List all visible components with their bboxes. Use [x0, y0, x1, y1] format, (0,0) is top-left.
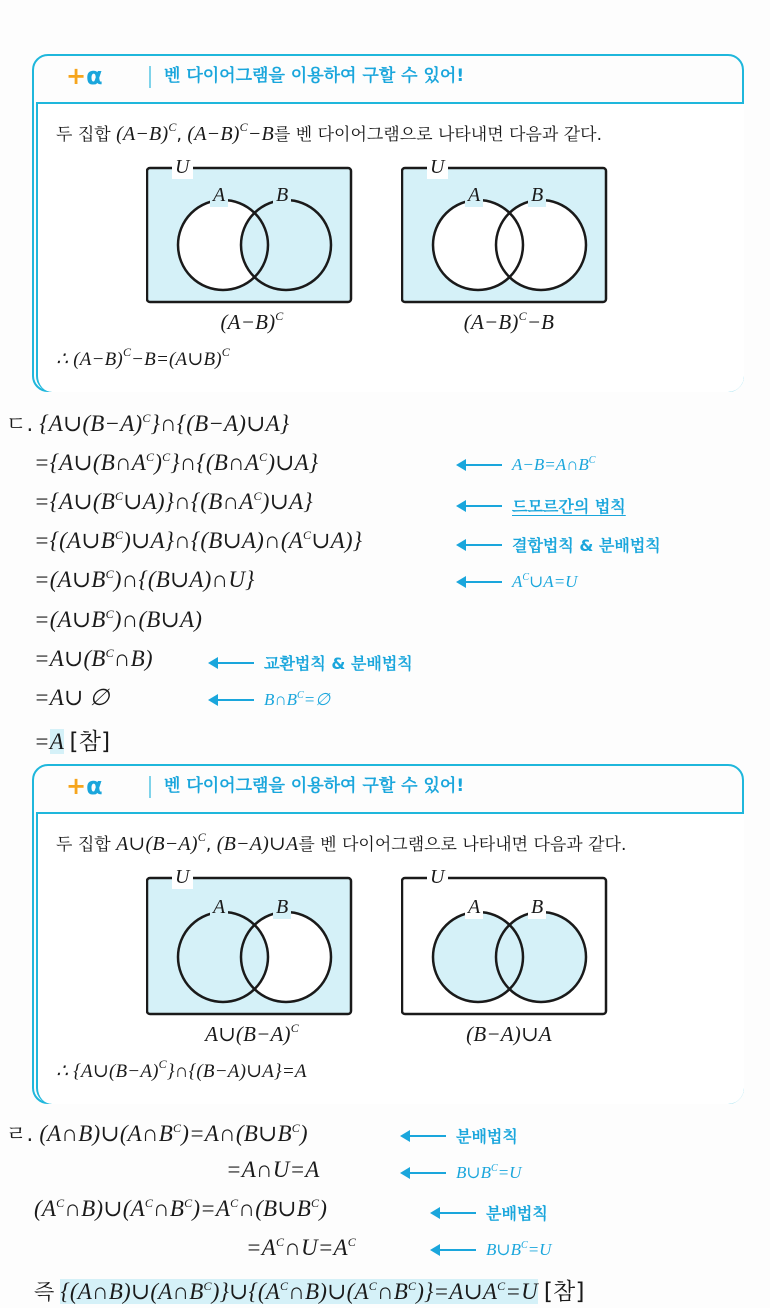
annotation-note: $B\cup B^C=U$ — [432, 1240, 551, 1260]
arrow-left-icon — [458, 505, 502, 507]
arrow-left-icon — [210, 699, 254, 701]
arrow-left-icon — [458, 544, 502, 546]
tip-intro: 두 집합 $(A-B)^C$, $(A-B)^C-B$를 벤 다이어그램으로 나타내면 다음과 같다. — [56, 120, 602, 145]
solution-line: $=A\cup(B^C\cap B)$ — [34, 646, 153, 671]
set-b-label: B — [528, 896, 546, 919]
arrow-left-icon — [458, 464, 502, 466]
annotation-note: $A-B=A\cap B^C$ — [458, 455, 595, 475]
venn-caption: (B−A)∪A — [466, 1022, 552, 1046]
solution-line: $=(A\cup B^C)\cap(B\cup A)$ — [34, 607, 203, 632]
set-b-label: B — [273, 896, 291, 919]
solution-line: =A∩U=A — [226, 1157, 320, 1182]
solution-line: $(A^C\cap B)\cup(A^C\cap B^C)=A^C\cap(B\cup B^C)$ — [34, 1196, 328, 1221]
universe-label: U — [172, 866, 193, 889]
plus-alpha-logo-icon: +α — [66, 772, 103, 800]
annotation-note: 교환법칙 & 분배법칙 — [210, 651, 413, 674]
solution-line: $=A^C\cap U=A^C$ — [246, 1235, 357, 1260]
venn-caption: $(A-B)^C$ — [220, 309, 284, 334]
arrow-left-icon — [402, 1172, 446, 1174]
venn-diagram-a-minus-b-complement-minus-b — [401, 166, 613, 306]
set-a-label: A — [465, 184, 483, 207]
annotation-note: 분배법칙 — [432, 1201, 548, 1224]
arrow-left-icon — [210, 662, 254, 664]
arrow-left-icon — [432, 1249, 476, 1251]
annotation-note: 분배법칙 — [402, 1124, 518, 1147]
tip-header — [32, 764, 744, 814]
tip-conclusion: ∴ $(A-B)^C-B=(A\cup B)^C$ — [56, 345, 231, 370]
tip-header — [32, 54, 744, 104]
solution-line: $=\{A\cup(B^C\cup A)\}\cap\{(B\cap A^C)\cup A\}$ — [34, 489, 313, 514]
venn-caption: $A\cup(B-A)^C$ — [205, 1021, 299, 1046]
venn-diagram-a-union-b-minus-a-complement — [146, 876, 358, 1018]
divider — [149, 776, 151, 798]
tip-box-1 — [32, 54, 744, 392]
venn-diagram-a-minus-b-complement — [146, 166, 358, 306]
universe-label: U — [427, 866, 448, 889]
plus-alpha-logo-icon: +α — [66, 62, 103, 90]
tip-title: 벤 다이어그램을 이용하여 구할 수 있어! — [164, 776, 465, 796]
solution-line: ㄹ. $(A\cap B)\cup(A\cap B^C)=A\cap(B\cup B^C)$ — [6, 1121, 308, 1146]
annotation-note: $B\cap B^C=\emptyset$ — [210, 690, 330, 710]
tip-conclusion: ∴ $\{A\cup(B-A)^C\}\cap\{(B-A)\cup A\}=A$ — [56, 1057, 307, 1082]
tip-intro: 두 집합 $A\cup(B-A)^C$, (B−A)∪A를 벤 다이어그램으로 나타내면 다음과 같다. — [56, 830, 627, 855]
arrow-left-icon — [432, 1212, 476, 1214]
tip-title: 벤 다이어그램을 이용하여 구할 수 있어! — [164, 66, 465, 86]
set-b-label: B — [273, 184, 291, 207]
divider — [149, 66, 151, 88]
annotation-note: 결합법칙 & 분배법칙 — [458, 533, 661, 556]
set-a-label: A — [465, 896, 483, 919]
arrow-left-icon — [402, 1135, 446, 1137]
annotation-note: $B\cup B^C=U$ — [402, 1163, 521, 1183]
annotation-note: $A^C\cup A=U$ — [458, 572, 577, 592]
solution-line: ㄷ. $\{A\cup(B-A)^C\}\cap\{(B-A)\cup A\}$ — [6, 411, 290, 436]
solution-line: $=(A\cup B^C)\cap\{(B\cup A)\cap U\}$ — [34, 567, 255, 592]
annotation-note: 드모르간의 법칙 — [458, 494, 626, 517]
solution-line: $=\{A\cup(B\cap A^C)^C\}\cap\{(B\cap A^C)\cup A\}$ — [34, 450, 319, 475]
tip-body — [36, 102, 744, 392]
arrow-left-icon — [458, 581, 502, 583]
set-a-label: A — [210, 184, 228, 207]
solution-line: =A∪ ∅ — [34, 685, 110, 710]
venn-diagram-b-minus-a-union-a — [401, 876, 613, 1018]
set-b-label: B — [528, 184, 546, 207]
universe-label: U — [172, 156, 193, 179]
solution-line: =A [참] — [34, 729, 111, 755]
venn-caption: $(A-B)^C-B$ — [463, 309, 555, 334]
universe-label: U — [427, 156, 448, 179]
solution-line: 즉 $\{(A\cap B)\cup(A\cap B^C)\}\cup\{(A^C\cap B)\cup(A^C\cap B^C)\}=A\cup A^C=U$ [참] — [34, 1279, 585, 1305]
tip-box-2 — [32, 764, 744, 1104]
tip-body — [36, 812, 744, 1104]
solution-line: $=\{(A\cup B^C)\cup A\}\cap\{(B\cup A)\cap(A^C\cup A)\}$ — [34, 528, 363, 553]
set-a-label: A — [210, 896, 228, 919]
